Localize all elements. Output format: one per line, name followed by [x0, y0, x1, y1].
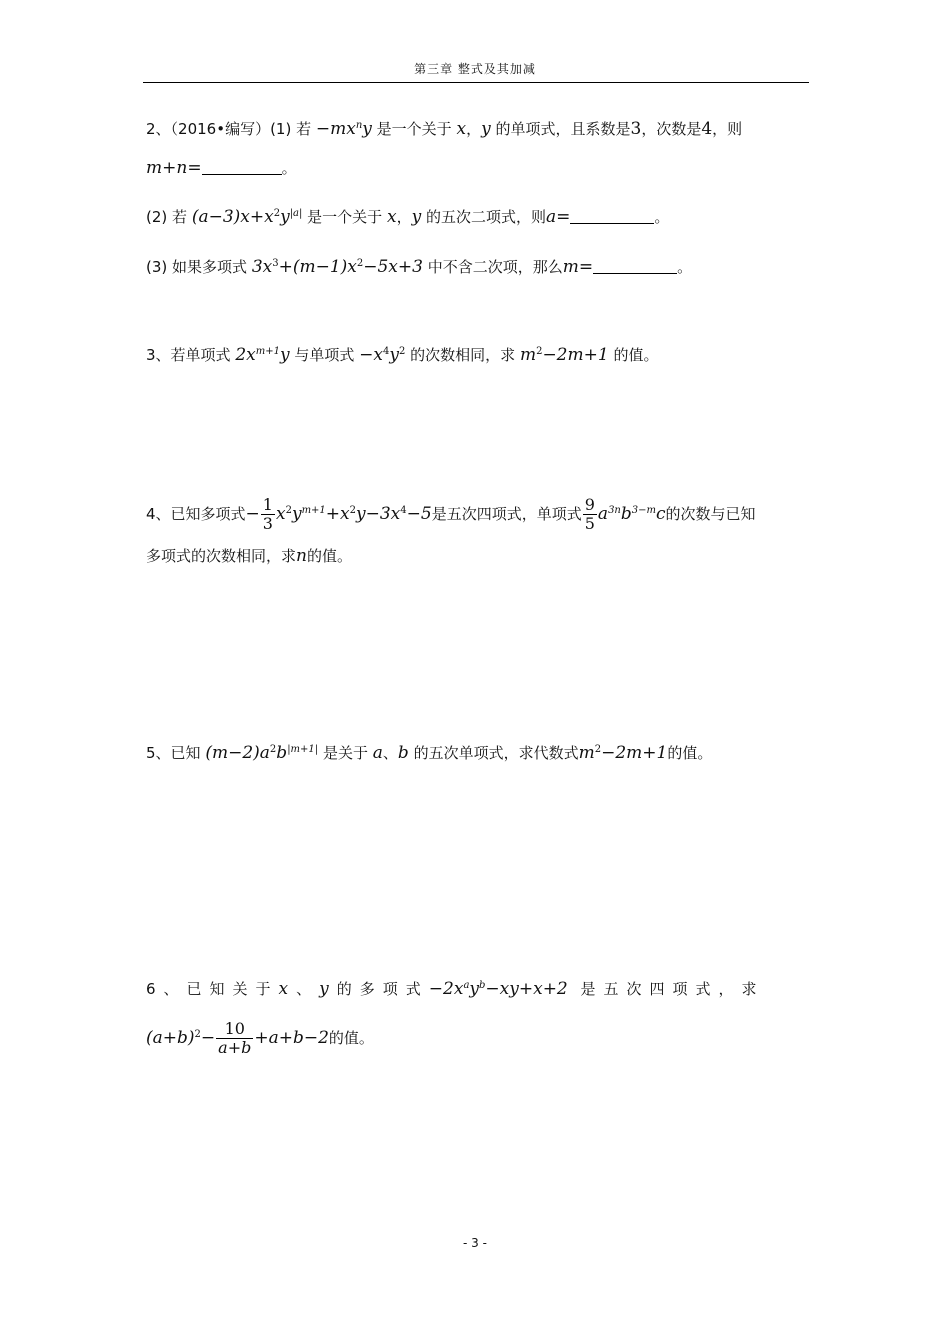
q6-sep: 、 [296, 980, 320, 998]
q4-fraction-2 [583, 496, 597, 533]
q2-p2-exp: 2 [273, 208, 281, 219]
q6-text-3: 是五次四项式，求 [580, 980, 765, 998]
q4-expr-2-tail: −5 [406, 504, 432, 524]
q2-p2-text-3: 的五次二项式，则 [425, 208, 546, 226]
q6-expr-rest: +a+b−2 [254, 1028, 329, 1048]
q5-exp-1: 2 [269, 744, 277, 755]
q4-exp-3b: 3−m [631, 505, 656, 516]
q4-exp-3a: 3n [608, 505, 621, 516]
q2-p2-ans: a= [545, 207, 571, 227]
q4-expr-2-rest: y−3x [356, 504, 401, 524]
q2-comma: ， [466, 120, 482, 138]
q6-fraction-den: a+b [218, 1038, 252, 1057]
q6-text-1: 6、已知关于 [146, 980, 279, 998]
q6-var-y: y [319, 979, 337, 999]
q3-exp-2: 4 [383, 346, 390, 357]
q4-fraction-1 [261, 496, 275, 533]
q4-fraction-2-den: 5 [584, 514, 595, 533]
q3-line [146, 342, 658, 365]
q4-text-5: 的值。 [306, 547, 352, 565]
q4-expr-3-c: c [656, 504, 666, 524]
q5-expr-2: m [578, 743, 595, 763]
q6-exp-b: b [479, 980, 486, 991]
q6-fraction-num: 10 [216, 1020, 253, 1039]
q6-expr-1-y: y [469, 979, 480, 999]
answer-blank[interactable] [593, 259, 677, 274]
period: 。 [281, 159, 297, 177]
q5-expr-1: (m−2)a [205, 743, 270, 763]
q4-line-1 [146, 496, 756, 533]
q4-var-n: n [296, 546, 307, 566]
q2-p3-exp-3: 3 [272, 258, 279, 269]
q2-var-x: x [456, 119, 467, 139]
q4-minus: − [245, 504, 260, 524]
q2-p3-expr-3: −5x+3 [363, 257, 423, 277]
q3-expr-3-rest: −2m+1 [542, 345, 609, 365]
header-rule [143, 82, 809, 83]
q3-text-1: 3、若单项式 [146, 346, 231, 364]
answer-blank[interactable] [570, 209, 654, 224]
q3-expr-2: −x [359, 345, 383, 365]
q2-line-2 [146, 158, 297, 178]
q4-exp-1: 2 [285, 505, 292, 516]
q3-exp-1: m+1 [255, 346, 280, 357]
q6-expr-1-rest: −xy+x+2 [485, 979, 568, 999]
q2-exp-n: n [355, 120, 363, 131]
q2-text-4: ，次数是 [641, 120, 702, 138]
q2-p3-text-2: 中不含二次项，那么 [427, 258, 563, 276]
q4-line-2 [146, 546, 352, 566]
q2-p2-expr: (a−3)x+x [191, 207, 274, 227]
q3-expr-1: 2x [235, 345, 256, 365]
q5-line [146, 740, 712, 763]
q5-text-3: 的五次单项式，求代数式 [413, 744, 579, 762]
q4-text-3: 的次数与已知 [665, 505, 756, 523]
q3-expr-1-y: y [279, 345, 290, 365]
q3-exp-3: 2 [536, 346, 543, 357]
q6-text-4: 的值。 [328, 1029, 374, 1047]
q6-exp-a: a [463, 980, 470, 991]
q4-text-4: 多项式的次数相同，求 [146, 547, 297, 565]
q2-degree: 4 [701, 119, 713, 139]
period: 。 [677, 258, 693, 276]
q2-p3-text-1: (3) 如果多项式 [146, 258, 248, 276]
q2-p2-x: x [386, 207, 397, 227]
q3-expr-3: m [519, 345, 537, 365]
q6-line-1 [146, 976, 765, 999]
q6-var-x: x [278, 979, 297, 999]
q3-exp-2b: 2 [398, 346, 406, 357]
q5-expr-1-b: b [276, 743, 288, 763]
q6-minus: − [200, 1028, 216, 1048]
q5-exp-2: 2 [594, 744, 602, 755]
q6-expr-2: (a+b) [146, 1028, 195, 1048]
q3-text-3: 的次数相同，求 [410, 346, 516, 364]
q2-p3-ans: m= [562, 257, 594, 277]
q2-var-y2: y [481, 119, 491, 139]
q4-expr-3-a: a [597, 504, 609, 524]
q4-text-1: 4、已知多项式 [146, 505, 246, 523]
q2-part-2 [146, 204, 669, 227]
q2-p3-expr-2: +(m−1)x [278, 257, 357, 277]
q5-var-b: b [397, 743, 409, 763]
q6-expr-1: −2x [428, 979, 464, 999]
q6-text-2: 的多项式 [336, 980, 429, 998]
q2-p2-y: y [280, 207, 290, 227]
q2-line-1 [146, 116, 742, 139]
q2-text-3: 的单项式，且系数是 [495, 120, 631, 138]
q5-var-a: a [372, 743, 383, 763]
q5-expr-2-rest: −2m+1 [601, 743, 668, 763]
q4-fraction-2-num: 9 [584, 495, 595, 514]
q2-text-1: 2、（2016•编写）(1) 若 [146, 120, 312, 138]
q5-text-4: 的值。 [667, 744, 713, 762]
q2-part-3 [146, 254, 692, 277]
q2-p2-comma: ， [396, 208, 412, 226]
q3-text-2: 与单项式 [294, 346, 355, 364]
page-header: 第三章 整式及其加减 [414, 62, 536, 76]
q4-fraction-1-num: 1 [262, 495, 273, 514]
q4-exp-2: 2 [349, 505, 357, 516]
q4-expr-1-y: y [291, 504, 302, 524]
answer-blank[interactable] [202, 160, 282, 175]
q4-exp-4: 4 [400, 505, 407, 516]
q4-exp-1y: m+1 [301, 505, 326, 516]
q3-expr-2-y: y [389, 345, 399, 365]
q2-text-2: 是一个关于 [376, 120, 452, 138]
q2-p2-text-2: 是一个关于 [307, 208, 383, 226]
period: 。 [654, 208, 670, 226]
q2-p2-y2: y [411, 207, 422, 227]
q5-sep: 、 [382, 744, 398, 762]
q6-line-2 [146, 1020, 374, 1057]
q2-text-5: ，则 [712, 120, 743, 138]
q2-var-y: y [362, 119, 372, 139]
q4-fraction-1-den: 3 [262, 514, 273, 533]
q6-exp-2: 2 [194, 1029, 201, 1040]
q3-text-4: 的值。 [613, 346, 659, 364]
q5-text-1: 5、已知 [146, 744, 201, 762]
q5-text-2: 是关于 [322, 744, 368, 762]
q2-p2-text-1: (2) 若 [146, 208, 188, 226]
q2-p2-abs-exp: |a| [289, 208, 303, 219]
q4-expr-2: +x [325, 504, 350, 524]
q2-p3-expr-1: 3x [251, 257, 273, 277]
q6-fraction [216, 1020, 253, 1057]
q2-answer-expr: m+n= [146, 158, 202, 178]
q4-expr-1: x [275, 504, 286, 524]
page-number: - 3 - [463, 1236, 487, 1250]
q5-exp-1b: |m+1| [287, 744, 319, 755]
q4-expr-3-b: b [620, 504, 632, 524]
q2-coef: 3 [630, 119, 642, 139]
q4-text-2: 是五次四项式，单项式 [431, 505, 582, 523]
q2-expr-mx: −mx [315, 119, 356, 139]
q2-p3-exp-2: 2 [356, 258, 364, 269]
